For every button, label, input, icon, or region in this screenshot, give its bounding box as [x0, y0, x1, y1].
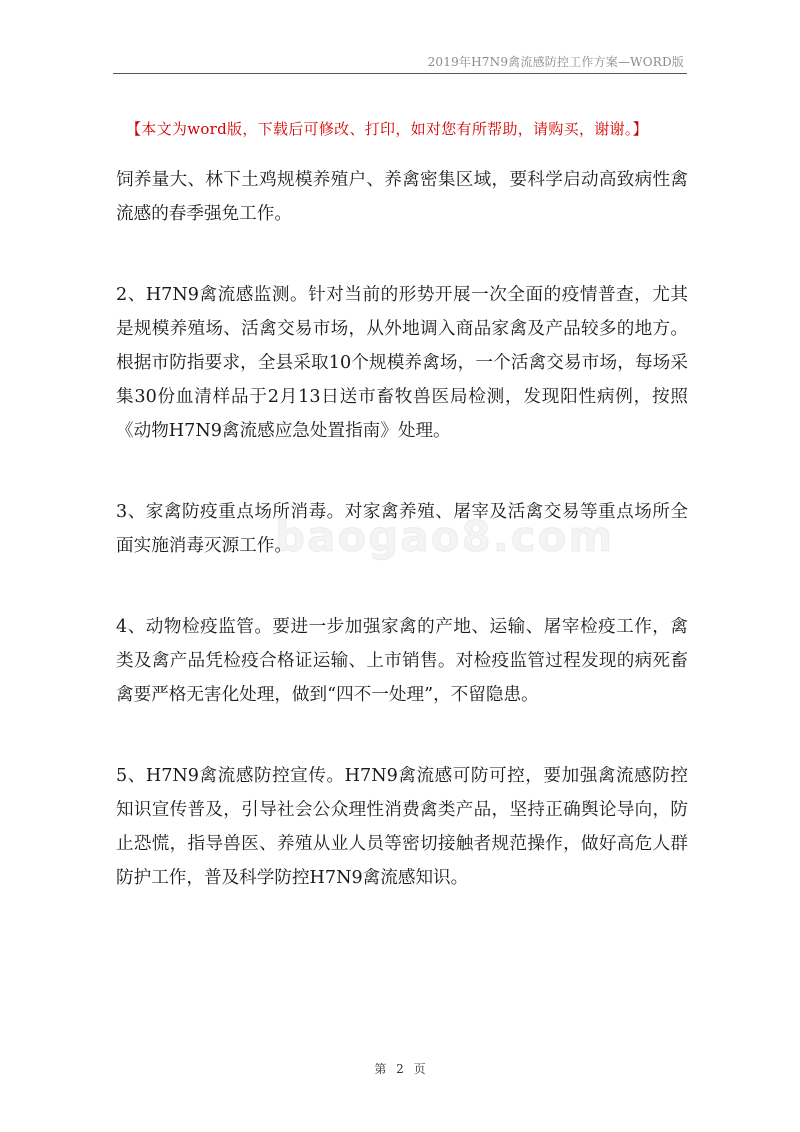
header-divider [113, 73, 687, 74]
paragraph-4: 4、动物检疫监管。要进一步加强家禽的产地、运输、屠宰检疫工作，禽类及禽产品凭检疫合格证运输、上市销售。对检疫监管过程发现的病死畜禽要严格无害化处理，做到“四不一处理”，不留隐患。 [116, 617, 688, 705]
page-suffix: 页 [413, 1062, 426, 1076]
paragraph-gap [116, 448, 688, 495]
page-prefix: 第 [374, 1062, 387, 1076]
paragraph-gap [116, 712, 688, 759]
page-footer [0, 1060, 800, 1077]
page-number: 2 [396, 1062, 404, 1076]
paragraph-1: 饲养量大、林下土鸡规模养殖户、养禽密集区域，要科学启动高致病性禽流感的春季强免工作。 [116, 170, 688, 224]
paragraph-gap [116, 563, 688, 610]
paragraph-3: 3、家禽防疫重点场所消毒。对家禽养殖、屠宰及活禽交易等重点场所全面实施消毒灭源工作。 [116, 502, 688, 556]
paragraph-5: 5、H7N9禽流感防控宣传。H7N9禽流感可防可控，要加强禽流感防控知识宣传普及，引导社会公众理性消费禽类产品，坚持正确舆论导向，防止恐慌，指导兽医、养殖从业人员等密切接触者规范操作，做好高危人群防护工作，普及科学防控H7N9禽流感知识。 [116, 766, 688, 888]
paragraph-gap [116, 231, 688, 278]
body-content [116, 163, 688, 895]
paragraph-2: 2、H7N9禽流感监测。针对当前的形势开展一次全面的疫情普查，尤其是规模养殖场、活禽交易市场，从外地调入商品家禽及产品较多的地方。根据市防指要求，全县采取10个规模养禽场，一个活禽交易市场，每场采集30份血清样品于2月13日送市畜牧兽医局检测，发现阳性病例，按照《动物H7N9禽流感应急处置指南》处理。 [116, 285, 688, 441]
watermark: baogao8.com [275, 512, 615, 561]
download-notice: 【本文为word版，下载后可修改、打印，如对您有所帮助，请购买，谢谢。】 [126, 120, 648, 138]
running-header: 2019年H7N9禽流感防控工作方案—WORD版 [427, 55, 684, 69]
